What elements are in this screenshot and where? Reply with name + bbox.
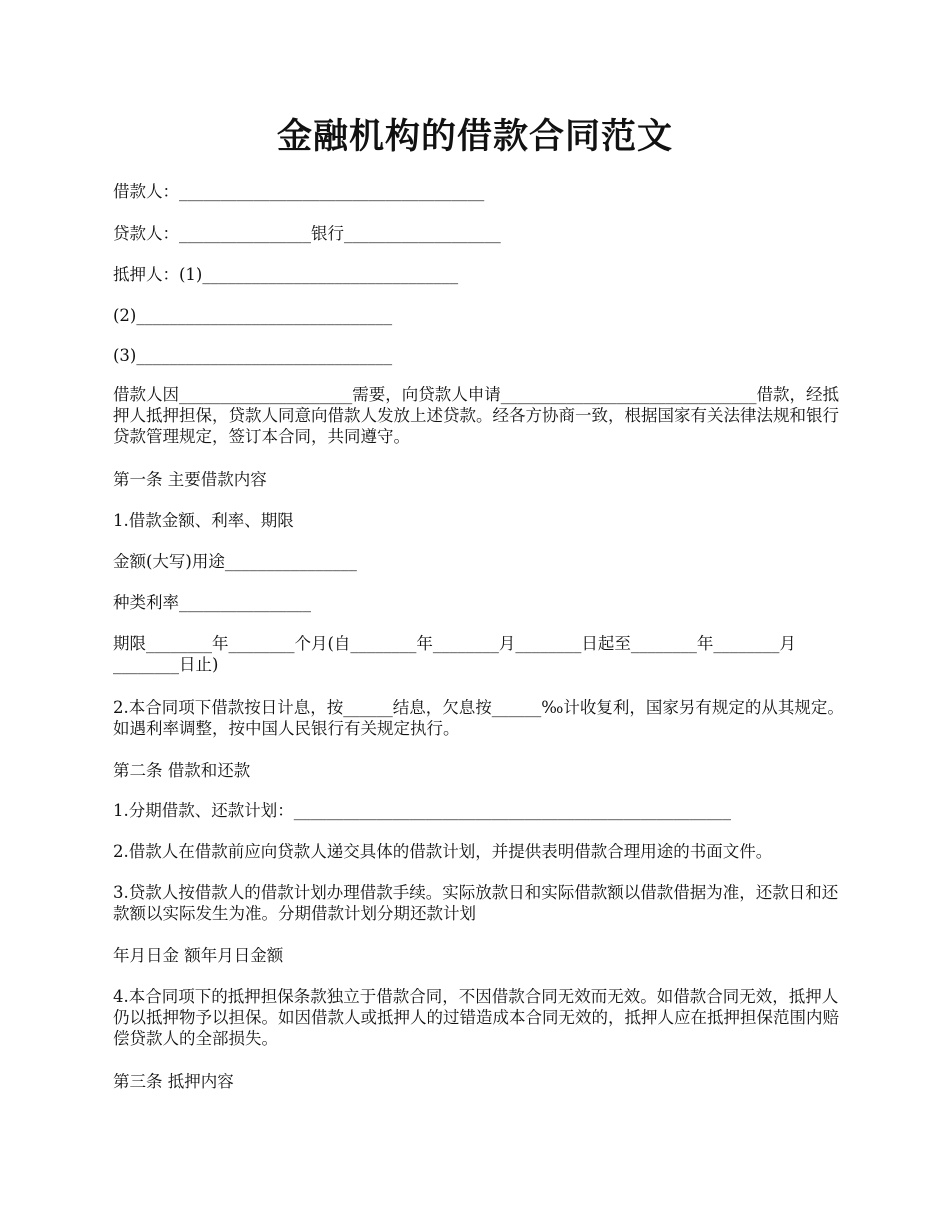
article-2-item-4: 4.本合同项下的抵押担保条款独立于借款合同，不因借款合同无效而无效。如借款合同无效，抵押人仍以抵押物予以担保。如因借款人或抵押人的过错造成本合同无效的，抵押人应在抵押担保范围内赔偿贷款人的全部损失。 (113, 987, 839, 1048)
mortgagor-line-3: (3)_______________________________ (113, 346, 393, 365)
mortgagor-line-1: 抵押人：(1)_______________________________ (113, 265, 459, 284)
borrower-line: 借款人：_____________________________________ (113, 182, 485, 201)
article-2-heading: 第二条 借款和还款 (113, 761, 251, 780)
article-1-heading: 第一条 主要借款内容 (113, 470, 267, 489)
page-title: 金融机构的借款合同范文 (276, 116, 673, 157)
article-3-heading: 第三条 抵押内容 (113, 1072, 234, 1091)
article-2-table-header: 年月日金 额年月日金额 (113, 946, 284, 965)
article-1-rate-line: 种类利率________________ (113, 593, 311, 612)
mortgagor-line-2: (2)_______________________________ (113, 306, 393, 325)
article-2-item-2: 2.借款人在借款前应向贷款人递交具体的借款计划，并提供表明借款合理用途的书面文件。 (113, 842, 773, 861)
article-2-item-3: 3.贷款人按借款人的借款计划办理借款手续。实际放款日和实际借款额以借款借据为准，还款日和还款额以实际发生为准。分期借款计划分期还款计划 (113, 883, 839, 923)
article-1-item-1: 1.借款金额、利率、期限 (113, 511, 294, 530)
article-2-item-1: 1.分期借款、还款计划：_____________________________________________________ (113, 801, 731, 820)
preamble-paragraph: 借款人因_____________________需要，向贷款人申请_______________________________借款，经抵押人抵押担保，贷款人同意向借款人发放上述贷款。经各方协商一致，根据国家有关法律法规和银行贷款管理规定，签订本合同，共同遵守。 (113, 385, 839, 446)
article-1-item-2: 2.本合同项下借款按日计息，按______结息，欠息按______‰计收复利，国家另有规定的从其规定。如遇利率调整，按中国人民银行有关规定执行。 (113, 698, 844, 738)
article-1-amount-line: 金额(大写)用途________________ (113, 552, 357, 571)
lender-line: 贷款人：________________银行___________________ (113, 224, 501, 243)
article-1-term-line: 期限________年________个月(自________年________月________日起至________年________月________日止) (113, 634, 796, 674)
